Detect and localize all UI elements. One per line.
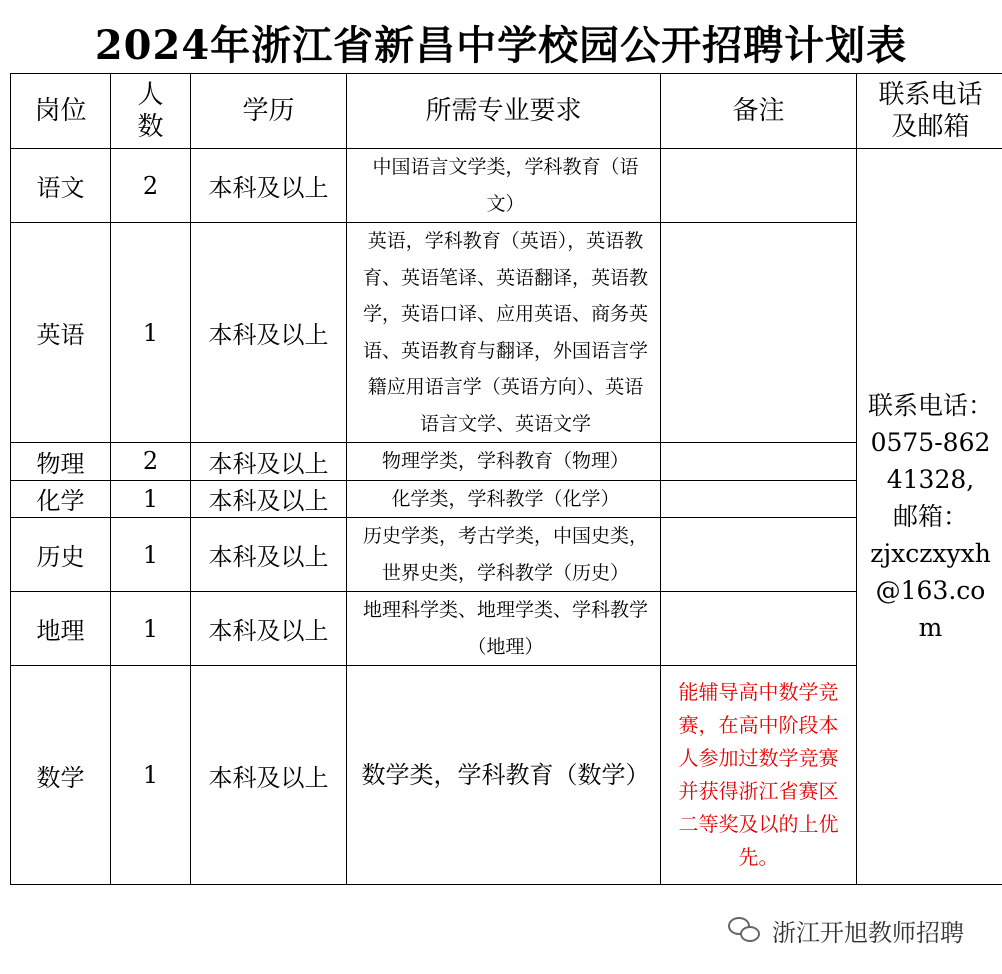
watermark-text: 浙江开旭教师招聘 (772, 918, 964, 947)
cell-major: 数学类，学科教育（数学） (347, 666, 661, 885)
cell-num: 2 (111, 443, 191, 481)
cell-post: 历史 (11, 518, 111, 592)
cell-edu: 本科及以上 (191, 592, 347, 666)
cell-note (661, 518, 857, 592)
cell-num: 1 (111, 592, 191, 666)
recruitment-table (10, 73, 1002, 885)
cell-major: 历史学类，考古学类，中国史类，世界史类，学科教学（历史） (347, 518, 661, 592)
cell-post: 数学 (11, 666, 111, 885)
header-edu: 学历 (191, 74, 347, 149)
contact-email: zjxczxyxh@163.com (870, 539, 991, 642)
cell-edu: 本科及以上 (191, 443, 347, 481)
header-note: 备注 (661, 74, 857, 149)
cell-edu: 本科及以上 (191, 666, 347, 885)
header-post: 岗位 (11, 74, 111, 149)
table-row (11, 480, 1002, 518)
cell-major: 化学类，学科教学（化学） (347, 480, 661, 518)
header-row (11, 74, 1002, 149)
contact-phone-label: 联系电话： (867, 391, 993, 420)
page-title: 2024年浙江省新昌中学校园公开招聘计划表 (94, 22, 908, 69)
watermark (728, 912, 964, 948)
cell-major: 英语，学科教育（英语），英语教育、英语笔译、英语翻译，英语教学，英语口译、应用英语、商务英语、英语教育与翻译，外国语言学籍应用语言学（英语方向）、英语语言文学、英语文学 (347, 223, 661, 443)
cell-note: 能辅导高中数学竞赛，在高中阶段本人参加过数学竞赛并获得浙江省赛区二等奖及以的上优先。 (661, 666, 857, 885)
contact-phone: 0575-86241328, (870, 428, 991, 494)
table-row (11, 518, 1002, 592)
cell-num: 2 (111, 149, 191, 223)
cell-major: 物理学类，学科教育（物理） (347, 443, 661, 481)
cell-edu: 本科及以上 (191, 480, 347, 518)
contact-email-label: 邮箱： (892, 502, 968, 531)
cell-note (661, 149, 857, 223)
cell-edu: 本科及以上 (191, 518, 347, 592)
cell-post: 物理 (11, 443, 111, 481)
cell-major: 中国语言文学类，学科教育（语文） (347, 149, 661, 223)
cell-num: 1 (111, 666, 191, 885)
cell-edu: 本科及以上 (191, 223, 347, 443)
header-contact: 联系电话 及邮箱 (857, 74, 1002, 149)
table-row (11, 666, 1002, 885)
cell-num: 1 (111, 223, 191, 443)
wechat-icon (728, 915, 764, 945)
table-row (11, 223, 1002, 443)
header-major: 所需专业要求 (347, 74, 661, 149)
table-row (11, 592, 1002, 666)
cell-num: 1 (111, 480, 191, 518)
contact-cell (857, 149, 1002, 885)
table-row (11, 443, 1002, 481)
cell-post: 地理 (11, 592, 111, 666)
cell-post: 化学 (11, 480, 111, 518)
cell-edu: 本科及以上 (191, 149, 347, 223)
cell-note (661, 480, 857, 518)
cell-post: 语文 (11, 149, 111, 223)
cell-major: 地理科学类、地理学类、学科教学（地理） (347, 592, 661, 666)
cell-post: 英语 (11, 223, 111, 443)
header-num: 人 数 (111, 74, 191, 149)
cell-num: 1 (111, 518, 191, 592)
table-row (11, 149, 1002, 223)
cell-note (661, 443, 857, 481)
cell-note (661, 592, 857, 666)
cell-note (661, 223, 857, 443)
